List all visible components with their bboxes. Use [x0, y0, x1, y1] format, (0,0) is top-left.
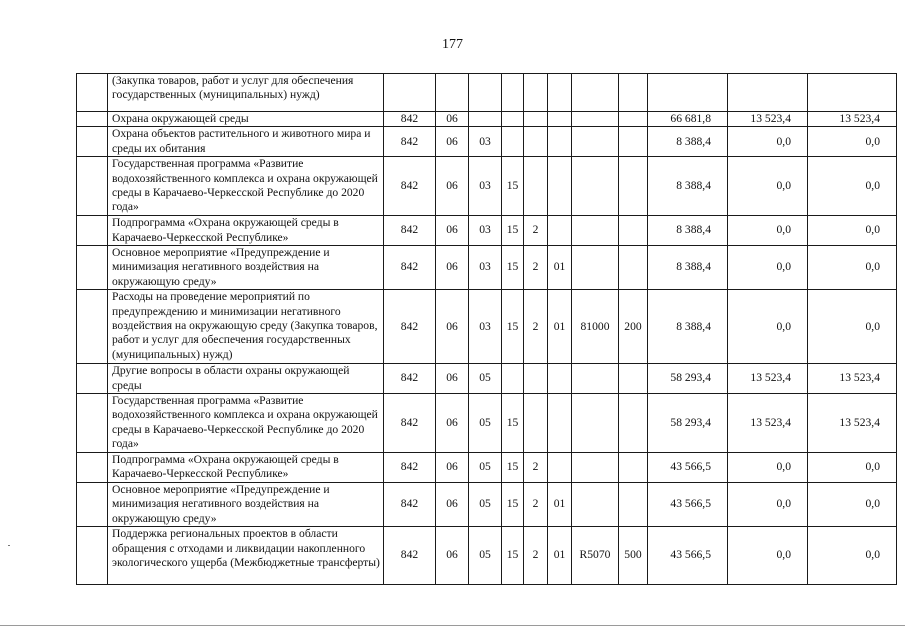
- cell-amount-2019: 0,0: [728, 127, 808, 157]
- cell-blank: [77, 216, 108, 246]
- cell-ministry-code: 842: [384, 527, 436, 585]
- cell-direction-code: [572, 127, 619, 157]
- cell-item-name: Государственная программа «Развитие водохозяйственного комплекса и охрана окружающей среды в Карачаево-Черкесской Республике до 2020 года»: [108, 157, 384, 216]
- cell-section-code: 06: [436, 127, 469, 157]
- cell-item-name: Другие вопросы в области охраны окружающей среды: [108, 364, 384, 394]
- cell-amount-2018: 43 566,5: [648, 482, 728, 526]
- cell-expense-type: [619, 127, 648, 157]
- cell-event-code: [548, 74, 572, 112]
- page-bottom-edge: [0, 625, 905, 626]
- cell-section-code: 06: [436, 364, 469, 394]
- cell-item-name: Основное мероприятие «Предупреждение и минимизация негативного воздействия на окружающую среду»: [108, 246, 384, 290]
- cell-expense-type: [619, 394, 648, 453]
- table-row: [77, 157, 897, 216]
- cell-amount-2019: 0,0: [728, 157, 808, 216]
- cell-amount-2019: 0,0: [728, 216, 808, 246]
- cell-amount-2020: [808, 74, 897, 112]
- cell-amount-2020: 0,0: [808, 157, 897, 216]
- cell-direction-code: R5070: [572, 527, 619, 585]
- cell-amount-2019: 0,0: [728, 527, 808, 585]
- cell-program-code: 15: [502, 453, 524, 483]
- cell-subprogram-code: 2: [524, 482, 548, 526]
- cell-subsection-code: 03: [469, 127, 502, 157]
- table-row: [77, 364, 897, 394]
- cell-section-code: 06: [436, 216, 469, 246]
- cell-item-name: Поддержка региональных проектов в области обращения с отходами и ликвидации накопленного экологического ущерба (Межбюджетные трансферты): [108, 527, 384, 585]
- cell-direction-code: [572, 453, 619, 483]
- scan-speck: [8, 545, 10, 546]
- cell-amount-2018: 58 293,4: [648, 394, 728, 453]
- cell-item-name: Подпрограмма «Охрана окружающей среды в Карачаево-Черкесской Республике»: [108, 453, 384, 483]
- cell-amount-2018: 8 388,4: [648, 216, 728, 246]
- cell-subsection-code: 05: [469, 482, 502, 526]
- cell-direction-code: 81000: [572, 290, 619, 364]
- cell-direction-code: [572, 74, 619, 112]
- cell-amount-2019: 0,0: [728, 453, 808, 483]
- cell-expense-type: [619, 216, 648, 246]
- table-row: [77, 74, 897, 112]
- cell-expense-type: [619, 74, 648, 112]
- cell-subsection-code: 05: [469, 394, 502, 453]
- cell-program-code: 15: [502, 527, 524, 585]
- cell-subsection-code: 05: [469, 364, 502, 394]
- cell-expense-type: [619, 453, 648, 483]
- cell-program-code: [502, 127, 524, 157]
- cell-event-code: 01: [548, 290, 572, 364]
- cell-amount-2019: 13 523,4: [728, 112, 808, 127]
- cell-amount-2019: 13 523,4: [728, 394, 808, 453]
- cell-ministry-code: 842: [384, 453, 436, 483]
- cell-program-code: 15: [502, 394, 524, 453]
- cell-amount-2018: 43 566,5: [648, 453, 728, 483]
- cell-amount-2019: 0,0: [728, 482, 808, 526]
- cell-direction-code: [572, 246, 619, 290]
- cell-expense-type: [619, 482, 648, 526]
- cell-ministry-code: 842: [384, 246, 436, 290]
- table-row: [77, 216, 897, 246]
- cell-program-code: [502, 74, 524, 112]
- cell-event-code: [548, 216, 572, 246]
- table-row: [77, 112, 897, 127]
- cell-blank: [77, 482, 108, 526]
- cell-amount-2019: [728, 74, 808, 112]
- cell-direction-code: [572, 482, 619, 526]
- cell-ministry-code: 842: [384, 216, 436, 246]
- cell-amount-2020: 0,0: [808, 216, 897, 246]
- cell-expense-type: 500: [619, 527, 648, 585]
- cell-item-name: Охрана объектов растительного и животного мира и среды их обитания: [108, 127, 384, 157]
- cell-subprogram-code: 2: [524, 246, 548, 290]
- cell-section-code: 06: [436, 527, 469, 585]
- cell-ministry-code: 842: [384, 394, 436, 453]
- cell-program-code: 15: [502, 157, 524, 216]
- cell-item-name: Основное мероприятие «Предупреждение и минимизация негативного воздействия на окружающую среду»: [108, 482, 384, 526]
- cell-blank: [77, 290, 108, 364]
- cell-section-code: 06: [436, 482, 469, 526]
- cell-event-code: [548, 127, 572, 157]
- cell-event-code: 01: [548, 527, 572, 585]
- cell-section-code: 06: [436, 290, 469, 364]
- cell-program-code: [502, 112, 524, 127]
- cell-direction-code: [572, 112, 619, 127]
- cell-ministry-code: 842: [384, 482, 436, 526]
- page-number: 177: [442, 37, 463, 52]
- cell-amount-2020: 13 523,4: [808, 112, 897, 127]
- cell-section-code: 06: [436, 453, 469, 483]
- cell-blank: [77, 74, 108, 112]
- cell-blank: [77, 112, 108, 127]
- cell-direction-code: [572, 216, 619, 246]
- cell-ministry-code: 842: [384, 157, 436, 216]
- cell-subsection-code: 03: [469, 246, 502, 290]
- cell-subsection-code: [469, 74, 502, 112]
- cell-ministry-code: 842: [384, 364, 436, 394]
- cell-section-code: [436, 74, 469, 112]
- cell-blank: [77, 246, 108, 290]
- cell-subprogram-code: [524, 112, 548, 127]
- cell-amount-2020: 13 523,4: [808, 394, 897, 453]
- cell-subprogram-code: [524, 74, 548, 112]
- cell-expense-type: [619, 157, 648, 216]
- cell-expense-type: [619, 246, 648, 290]
- cell-subprogram-code: 2: [524, 453, 548, 483]
- cell-subprogram-code: [524, 157, 548, 216]
- cell-expense-type: 200: [619, 290, 648, 364]
- cell-amount-2020: 13 523,4: [808, 364, 897, 394]
- cell-ministry-code: [384, 74, 436, 112]
- table-body: [77, 74, 897, 585]
- cell-direction-code: [572, 394, 619, 453]
- cell-amount-2018: 58 293,4: [648, 364, 728, 394]
- budget-table: [76, 73, 897, 585]
- cell-program-code: 15: [502, 482, 524, 526]
- cell-direction-code: [572, 364, 619, 394]
- cell-event-code: 01: [548, 482, 572, 526]
- cell-amount-2020: 0,0: [808, 453, 897, 483]
- table-row: [77, 290, 897, 364]
- cell-amount-2018: 43 566,5: [648, 527, 728, 585]
- cell-program-code: 15: [502, 290, 524, 364]
- cell-event-code: 01: [548, 246, 572, 290]
- cell-subsection-code: 05: [469, 527, 502, 585]
- cell-subprogram-code: [524, 364, 548, 394]
- cell-amount-2018: 8 388,4: [648, 290, 728, 364]
- cell-event-code: [548, 157, 572, 216]
- cell-amount-2020: 0,0: [808, 246, 897, 290]
- cell-subprogram-code: 2: [524, 216, 548, 246]
- cell-amount-2018: 8 388,4: [648, 157, 728, 216]
- cell-subprogram-code: [524, 127, 548, 157]
- cell-amount-2020: 0,0: [808, 527, 897, 585]
- cell-subprogram-code: 2: [524, 527, 548, 585]
- cell-amount-2018: 66 681,8: [648, 112, 728, 127]
- cell-item-name: Государственная программа «Развитие водохозяйственного комплекса и охрана окружающей среды в Карачаево-Черкесской Республике до 2020 года»: [108, 394, 384, 453]
- cell-subsection-code: 03: [469, 290, 502, 364]
- cell-expense-type: [619, 112, 648, 127]
- cell-program-code: 15: [502, 216, 524, 246]
- cell-section-code: 06: [436, 157, 469, 216]
- cell-blank: [77, 527, 108, 585]
- cell-program-code: [502, 364, 524, 394]
- cell-amount-2018: [648, 74, 728, 112]
- cell-section-code: 06: [436, 246, 469, 290]
- cell-direction-code: [572, 157, 619, 216]
- cell-amount-2018: 8 388,4: [648, 127, 728, 157]
- cell-item-name: Охрана окружающей среды: [108, 112, 384, 127]
- table-row: [77, 482, 897, 526]
- cell-event-code: [548, 453, 572, 483]
- cell-section-code: 06: [436, 394, 469, 453]
- cell-event-code: [548, 394, 572, 453]
- cell-blank: [77, 453, 108, 483]
- cell-event-code: [548, 112, 572, 127]
- cell-expense-type: [619, 364, 648, 394]
- cell-subsection-code: [469, 112, 502, 127]
- cell-subprogram-code: 2: [524, 290, 548, 364]
- cell-blank: [77, 127, 108, 157]
- cell-item-name: Подпрограмма «Охрана окружающей среды в Карачаево-Черкесской Республике»: [108, 216, 384, 246]
- cell-item-name: Расходы на проведение мероприятий по предупреждению и минимизации негативного воздействия на окружающую среду (Закупка товаров, работ и услуг для обеспечения государственных (муниципальных) нужд): [108, 290, 384, 364]
- cell-subsection-code: 03: [469, 157, 502, 216]
- cell-item-name: (Закупка товаров, работ и услуг для обеспечения государственных (муниципальных) нужд): [108, 74, 384, 112]
- cell-event-code: [548, 364, 572, 394]
- cell-subsection-code: 05: [469, 453, 502, 483]
- cell-blank: [77, 364, 108, 394]
- table-row: [77, 394, 897, 453]
- table-row: [77, 527, 897, 585]
- cell-amount-2018: 8 388,4: [648, 246, 728, 290]
- cell-subprogram-code: [524, 394, 548, 453]
- cell-amount-2020: 0,0: [808, 482, 897, 526]
- cell-subsection-code: 03: [469, 216, 502, 246]
- cell-section-code: 06: [436, 112, 469, 127]
- cell-program-code: 15: [502, 246, 524, 290]
- cell-blank: [77, 394, 108, 453]
- cell-ministry-code: 842: [384, 127, 436, 157]
- table-row: [77, 127, 897, 157]
- cell-amount-2019: 13 523,4: [728, 364, 808, 394]
- cell-amount-2019: 0,0: [728, 246, 808, 290]
- table-row: [77, 453, 897, 483]
- cell-ministry-code: 842: [384, 290, 436, 364]
- cell-amount-2020: 0,0: [808, 127, 897, 157]
- cell-amount-2020: 0,0: [808, 290, 897, 364]
- cell-amount-2019: 0,0: [728, 290, 808, 364]
- cell-ministry-code: 842: [384, 112, 436, 127]
- table-row: [77, 246, 897, 290]
- cell-blank: [77, 157, 108, 216]
